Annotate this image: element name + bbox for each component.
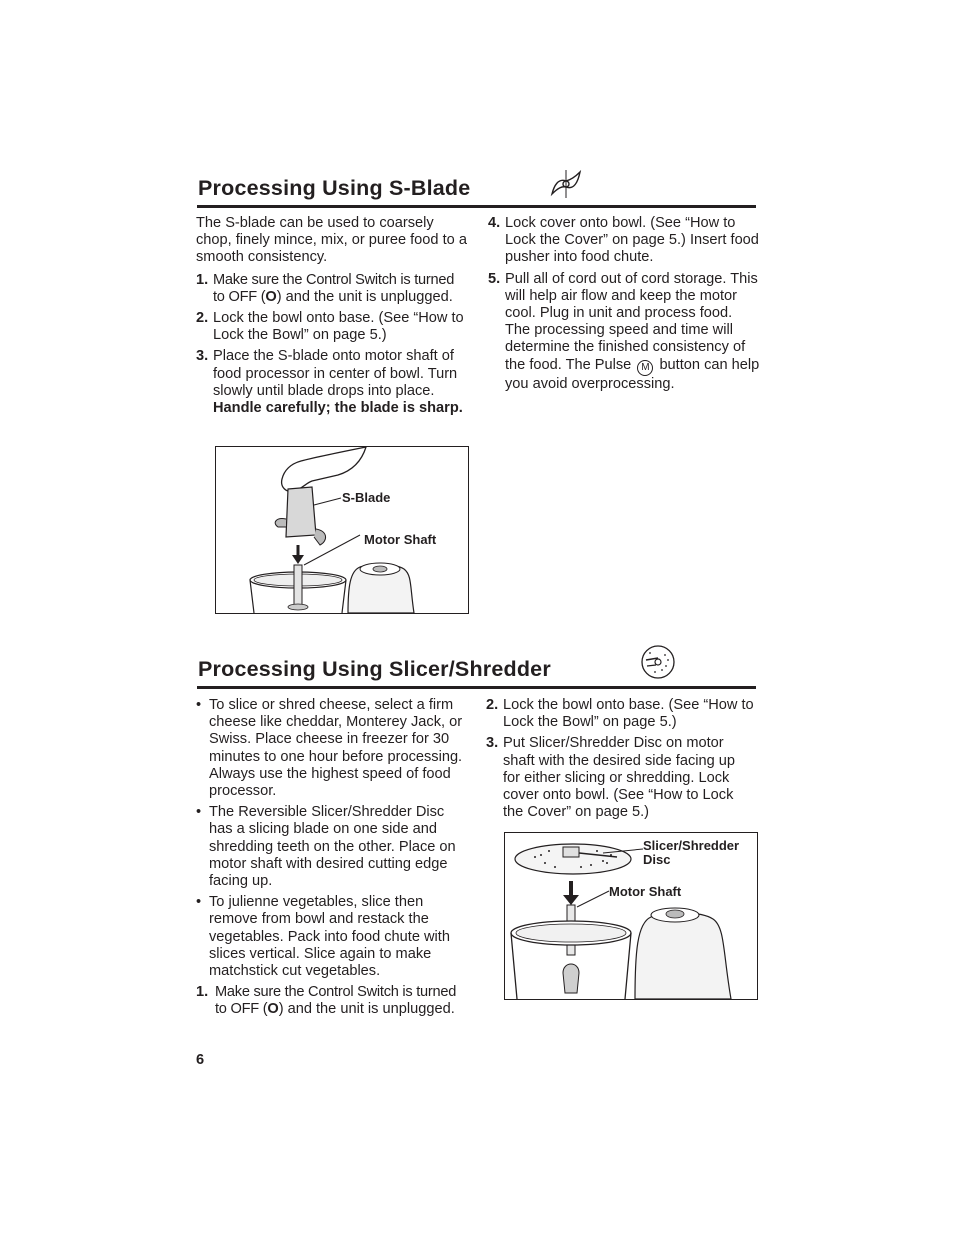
slicer-bullet: • To julienne vegetables, slice then remove from bowl and restack the vegetables. Pack into food chute with slices vertical. Slice again to make matchstick cut vegetables.: [196, 894, 450, 980]
s-blade-label: S-Blade: [342, 490, 391, 505]
s-blade-step-2: 2. Lock the bowl onto base. (See “How to Lock the Bowl” on page 5.): [196, 310, 464, 344]
page-number: 6: [196, 1052, 205, 1068]
section-rule: [197, 205, 756, 208]
slicer-disc-label-2: Disc: [643, 852, 671, 867]
slicer-step-1: 1. Make sure the Control Switch is turned to OFF (O) and the unit is unplugged.: [196, 984, 457, 1018]
slicer-figure: [504, 832, 758, 1000]
s-blade-step-1: 1. Make sure the Control Switch is turned to OFF (O) and the unit is unplugged.: [196, 271, 455, 305]
slicer-disc-icon: [638, 644, 678, 680]
s-blade-step-5: 5. Pull all of cord out of cord storage. This will help air flow and keep the motor cool. Plug in unit and process food. The processing speed and time will determine the finished consistency of the food. The Pulse M button can help you avoid overprocessing.: [488, 270, 760, 392]
s-blade-intro: The S-blade can be used to coarsely chop, finely mince, mix, or puree food to a smooth consistency.: [196, 215, 467, 266]
slicer-illustration: [505, 833, 757, 999]
motor-shaft-label: Motor Shaft: [609, 884, 682, 899]
s-blade-icon: [546, 166, 586, 202]
slicer-disc-label: Slicer/Shredder: [643, 838, 740, 853]
s-blade-step-3: 3. Place the S-blade onto motor shaft of food processor in center of bowl. Turn slowly until blade drops into place. Handle carefully; the blade is sharp.: [196, 348, 463, 417]
s-blade-left-column: [196, 215, 468, 421]
section-title-s-blade: Processing Using S-Blade: [198, 176, 471, 200]
motor-shaft-label: Motor Shaft: [364, 532, 437, 547]
slicer-bullet: • To slice or shred cheese, select a firm cheese like cheddar, Monterey Jack, or Swiss. Place cheese in freezer for 30 minutes to one hour before processing. Always use the highest speed of food processor.: [196, 697, 463, 800]
s-blade-figure: [215, 446, 469, 614]
s-blade-illustration: [216, 447, 468, 613]
safety-warning: Handle carefully; the blade is sharp.: [213, 400, 463, 417]
s-blade-right-column: [488, 215, 760, 397]
section-title-slicer-shredder: Processing Using Slicer/Shredder: [198, 657, 551, 681]
section-rule: [197, 686, 756, 689]
slicer-bullet: • The Reversible Slicer/Shredder Disc has a slicing blade on one side and shredding teeth on the other. Place on motor shaft with desired cutting edge facing up.: [196, 804, 456, 890]
s-blade-step-4: 4. Lock cover onto bowl. (See “How to Lock the Cover” on page 5.) Insert food pusher into food chute.: [488, 215, 759, 266]
pulse-button-icon: M: [637, 360, 653, 376]
slicer-step-2: 2. Lock the bowl onto base. (See “How to Lock the Bowl” on page 5.): [486, 697, 754, 731]
slicer-right-column: [486, 697, 756, 825]
slicer-left-column: [196, 697, 471, 1023]
slicer-step-3: 3. Put Slicer/Shredder Disc on motor shaft with the desired side facing up for either slicing or shredding. Lock cover onto bowl. (See “How to Lock the Cover” on page 5.): [486, 735, 736, 821]
